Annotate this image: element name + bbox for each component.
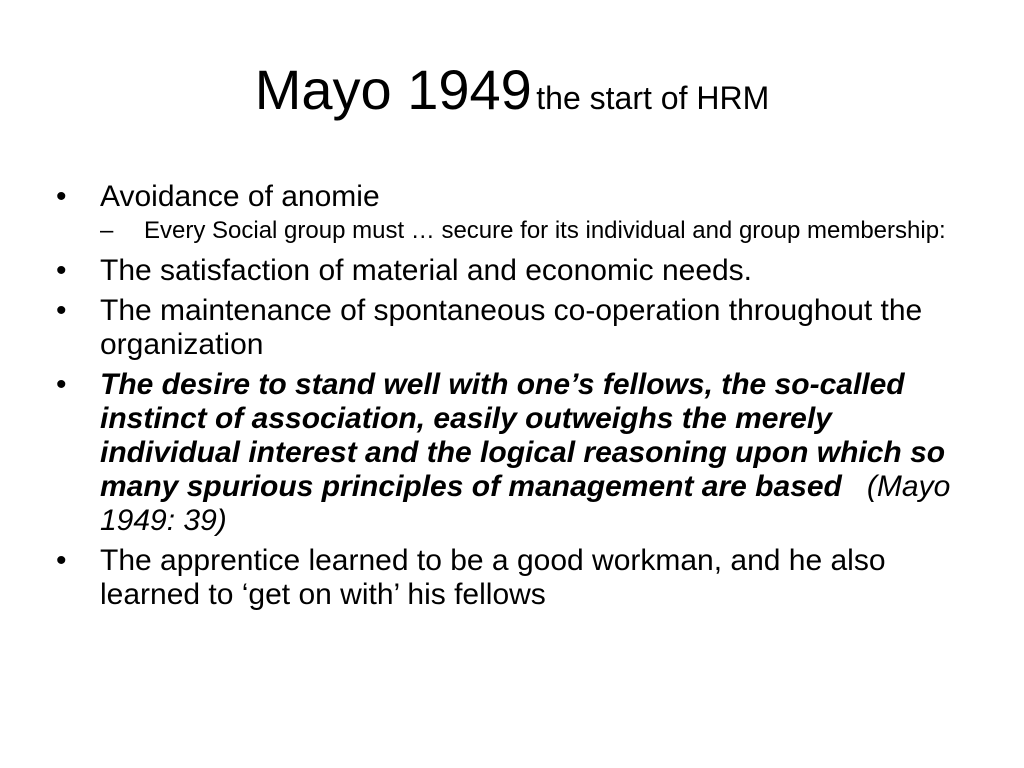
bullet-icon: • <box>56 294 67 327</box>
bullet-text: The satisfaction of material and economic needs. <box>100 254 753 287</box>
bullet-item <box>56 544 956 612</box>
bullet-text: The maintenance of spontaneous co-operation throughout the organization <box>100 294 923 361</box>
bullet-text: Avoidance of anomie <box>100 180 380 213</box>
bullet-icon: • <box>56 254 67 287</box>
slide-body <box>56 180 956 618</box>
bullet-icon: • <box>56 544 67 577</box>
sub-bullet-item <box>100 218 956 244</box>
quote-text: The desire to stand well with one’s fellows, the so-called instinct of association, easily outweighs the merely individual interest and the logical reasoning upon which so many spurious principles of management are based <box>100 368 946 503</box>
dash-icon: – <box>100 217 114 244</box>
bullet-item-quote <box>56 368 956 538</box>
quote-citation: (Mayo 1949: 39) <box>100 470 951 537</box>
bullet-item <box>56 254 956 288</box>
title-subtitle: the start of HRM <box>536 80 770 116</box>
slide-title <box>0 58 1024 121</box>
bullet-icon: • <box>56 368 67 401</box>
bullet-item <box>56 180 956 214</box>
bullet-text: The apprentice learned to be a good workman, and he also learned to ‘get on with’ his fellows <box>100 544 886 611</box>
bullet-icon: • <box>56 180 67 213</box>
bullet-item <box>56 294 956 362</box>
title-main: Mayo 1949 <box>254 58 532 121</box>
sub-bullet-text: Every Social group must … secure for its individual and group membership: <box>144 217 946 244</box>
